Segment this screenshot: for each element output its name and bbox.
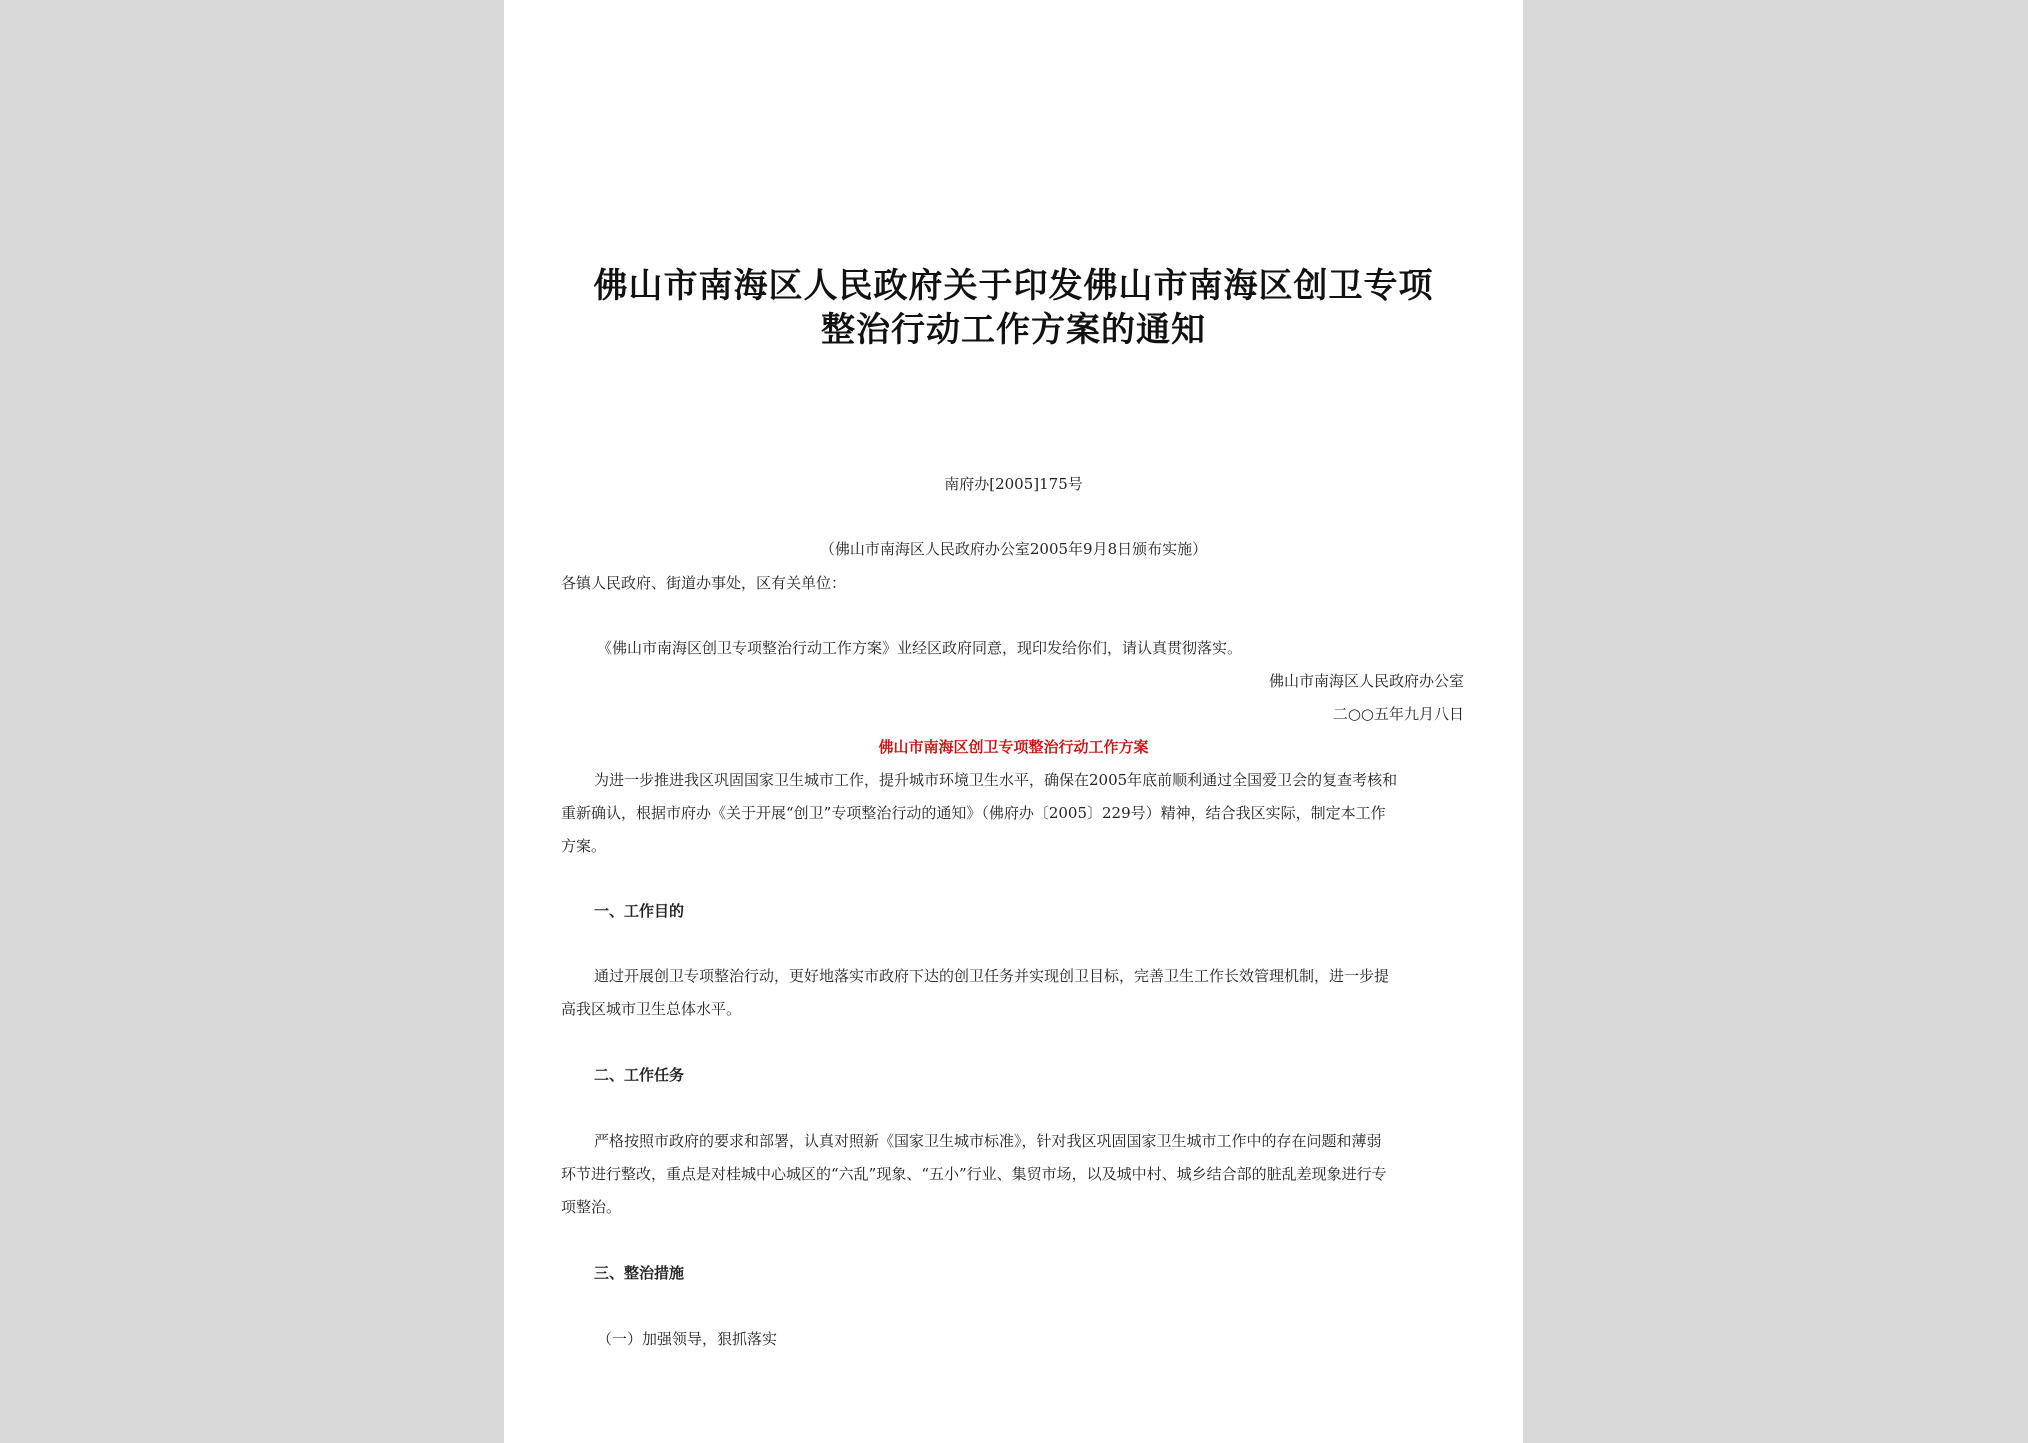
intro-paragraph-line-3: 方案。 xyxy=(561,837,607,855)
signature-organization: 佛山市南海区人民政府办公室 xyxy=(1268,672,1464,690)
document-title-line-2: 整治行动工作方案的通知 xyxy=(821,310,1206,350)
section-1-line-1: 通过开展创卫专项整治行动，更好地落实市政府下达的创卫任务并实现创卫目标，完善卫生工作长效管理机制，进一步提 xyxy=(594,967,1390,985)
section-3-heading: 三、整治措施 xyxy=(594,1264,685,1282)
section-2-line-1: 严格按照市政府的要求和部署，认真对照新《国家卫生城市标准》，针对我区巩固国家卫生城市工作中的存在问题和薄弱 xyxy=(594,1132,1382,1150)
document-page xyxy=(504,0,1523,1443)
section-2-line-2: 环节进行整改，重点是对桂城中心城区的“六乱”现象、“五小”行业、集贸市场，以及城中村、城乡结合部的脏乱差现象进行专 xyxy=(561,1165,1387,1183)
document-number: 南府办[2005]175号 xyxy=(944,475,1083,493)
intro-paragraph-line-1: 为进一步推进我区巩固国家卫生城市工作，提升城市环境卫生水平，确保在2005年底前顺利通过全国爱卫会的复查考核和 xyxy=(594,771,1398,789)
section-2-heading: 二、工作任务 xyxy=(594,1066,685,1084)
plan-title: 佛山市南海区创卫专项整治行动工作方案 xyxy=(878,738,1149,756)
notice-body: 《佛山市南海区创卫专项整治行动工作方案》业经区政府同意，现印发给你们，请认真贯彻落实。 xyxy=(597,639,1243,657)
section-1-heading: 一、工作目的 xyxy=(594,902,685,920)
subsection-1-heading: （一）加强领导，狠抓落实 xyxy=(597,1330,778,1348)
section-1-line-2: 高我区城市卫生总体水平。 xyxy=(561,1000,742,1018)
recipients-line: 各镇人民政府、街道办事处，区有关单位： xyxy=(561,574,847,592)
issue-note: （佛山市南海区人民政府办公室2005年9月8日颁布实施） xyxy=(819,540,1208,558)
section-2-line-3: 项整治。 xyxy=(561,1198,622,1216)
intro-paragraph-line-2: 重新确认，根据市府办《关于开展“创卫”专项整治行动的通知》（佛府办〔2005〕229号）精神，结合我区实际，制定本工作 xyxy=(561,804,1386,822)
signature-date: 二○○五年九月八日 xyxy=(1332,705,1464,723)
document-title-line-1: 佛山市南海区人民政府关于印发佛山市南海区创卫专项 xyxy=(593,266,1434,306)
